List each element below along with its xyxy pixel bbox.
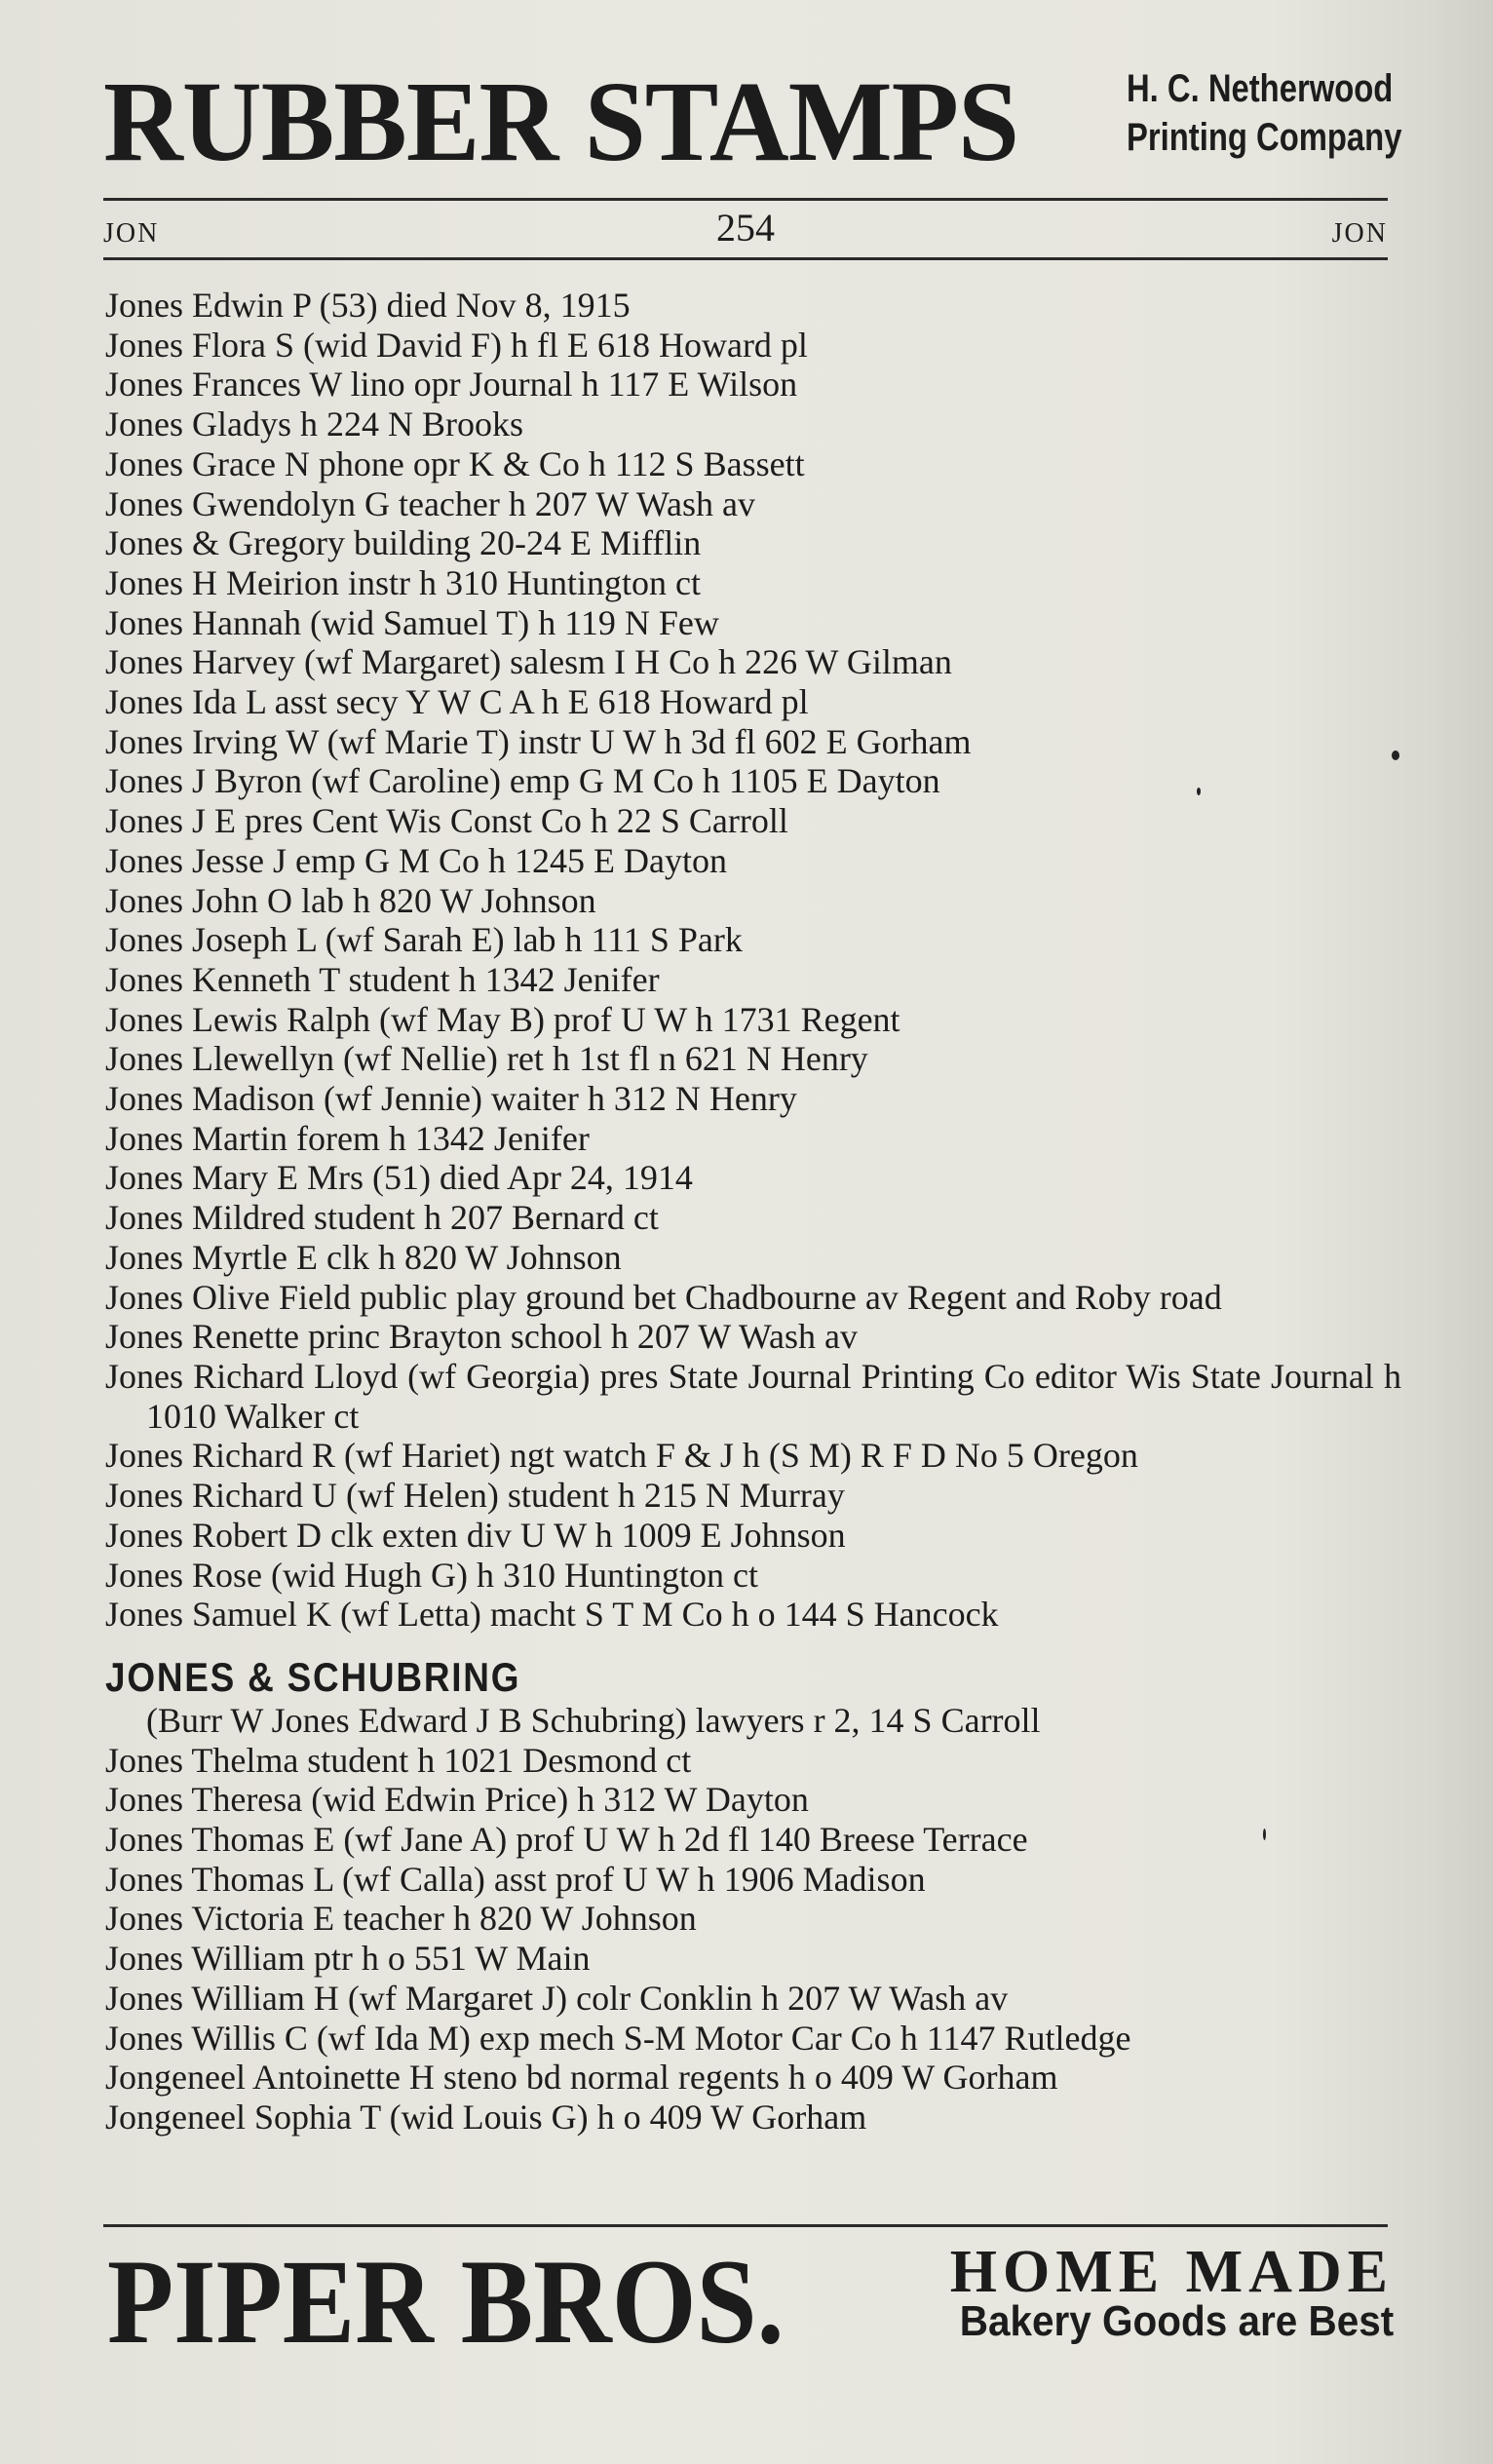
top-ad-line-2: Printing Company (1127, 116, 1402, 159)
entries-before-firm (105, 286, 1401, 1635)
running-head (103, 205, 1388, 251)
page-number: 254 (716, 206, 775, 250)
running-head-right: JON (1331, 218, 1388, 249)
directory-entry: Jones William ptr h o 551 W Main (105, 1939, 591, 1979)
footer-rule (103, 2224, 1388, 2227)
header-top-rule (103, 198, 1388, 201)
directory-entry: Jones H Meirion instr h 310 Huntington ct (105, 562, 701, 602)
directory-entry: Jones Hannah (wid Samuel T) h 119 N Few (105, 602, 719, 642)
directory-entry: Jones Richard Lloyd (wf Georgia) pres State Journal Printing Co editor Wis State Journal h 1010 Walker ct (105, 1356, 1401, 1436)
directory-entry: Jones Renette princ Brayton school h 207 W Wash av (105, 1317, 858, 1357)
directory-entry: Jones Thomas E (wf Jane A) prof U W h 2d fl 140 Breese Terrace (105, 1820, 1028, 1860)
directory-entry: Jones Richard R (wf Hariet) ngt watch F & J h (S M) R F D No 5 Oregon (105, 1436, 1138, 1476)
directory-entry: Jones Myrtle E clk h 820 W Johnson (105, 1237, 622, 1277)
directory-entry: Jones Samuel K (wf Letta) macht S T M Co h o 144 S Hancock (105, 1595, 999, 1635)
ink-speck (1197, 788, 1201, 795)
directory-entry: Jones Richard U (wf Helen) student h 215 N Murray (105, 1476, 845, 1516)
directory-entry: Jones Gladys h 224 N Brooks (105, 404, 523, 444)
firm-name: JONES & SCHUBRING (105, 1653, 521, 1700)
header-bottom-rule (103, 257, 1388, 260)
directory-entry: Jones Mildred student h 207 Bernard ct (105, 1198, 659, 1238)
directory-entry: Jones Irving W (wf Marie T) instr U W h 3d fl 602 E Gorham (105, 721, 972, 761)
bottom-ad-line-1: HOME MADE (949, 2239, 1394, 2305)
directory-entry: Jones Martin forem h 1342 Jenifer (105, 1118, 590, 1158)
directory-entry: Jones Willis C (wf Ida M) exp mech S-M Motor Car Co h 1147 Rutledge (105, 2018, 1131, 2058)
directory-entries (105, 286, 1401, 2137)
directory-entry: Jones Llewellyn (wf Nellie) ret h 1st fl n 621 N Henry (105, 1039, 868, 1079)
directory-entry: Jones Edwin P (53) died Nov 8, 1915 (105, 286, 631, 325)
top-ad-line-1: H. C. Netherwood (1127, 67, 1394, 110)
directory-entry: Jones Mary E Mrs (51) died Apr 24, 1914 (105, 1158, 693, 1198)
directory-entry: Jones & Gregory building 20-24 E Mifflin (105, 523, 702, 563)
directory-entry: Jones Madison (wf Jennie) waiter h 312 N Henry (105, 1079, 797, 1119)
directory-entry: Jongeneel Antoinette H steno bd normal regents h o 409 W Gorham (105, 2058, 1058, 2098)
directory-entry: Jones Grace N phone opr K & Co h 112 S Bassett (105, 443, 805, 483)
directory-entry: Jones Frances W lino opr Journal h 117 E Wilson (105, 365, 798, 404)
directory-entry: Jones Victoria E teacher h 820 W Johnson (105, 1899, 697, 1939)
directory-entry: Jones Jesse J emp G M Co h 1245 E Dayton (105, 840, 727, 880)
bottom-ad-headline: PIPER BROS. (107, 2235, 785, 2368)
top-ad-advertiser (1127, 64, 1401, 162)
bottom-ad-line-2: Bakery Goods are Best (959, 2297, 1394, 2345)
directory-entry: Jones Rose (wid Hugh G) h 310 Huntington ct (105, 1555, 758, 1595)
ink-speck (1392, 751, 1399, 760)
directory-entry: Jones Harvey (wf Margaret) salesm I H Co h 226 W Gilman (105, 642, 952, 682)
directory-entry: Jones J E pres Cent Wis Const Co h 22 S Carroll (105, 801, 788, 841)
firm-detail: (Burr W Jones Edward J B Schubring) lawyers r 2, 14 S Carroll (146, 1700, 1041, 1740)
directory-entry: Jones Thomas L (wf Calla) asst prof U W h 1906 Madison (105, 1859, 926, 1899)
top-ad-headline: RUBBER STAMPS (103, 58, 1019, 185)
bottom-advertisement (107, 2235, 1394, 2368)
directory-entry: Jones Gwendolyn G teacher h 207 W Wash av (105, 483, 755, 523)
directory-entry: Jones Joseph L (wf Sarah E) lab h 111 S Park (105, 920, 743, 960)
directory-entry: Jongeneel Sophia T (wid Louis G) h o 409 W Gorham (105, 2097, 867, 2137)
directory-entry: Jones Kenneth T student h 1342 Jenifer (105, 959, 660, 999)
entries-after-firm (105, 1741, 1401, 2137)
directory-entry: Jones Olive Field public play ground bet Chadbourne av Regent and Roby road (105, 1277, 1222, 1317)
top-advertisement (103, 58, 1402, 185)
ink-speck (1263, 1829, 1266, 1840)
directory-entry: Jones Ida L asst secy Y W C A h E 618 Howard pl (105, 682, 809, 722)
directory-entry: Jones Lewis Ralph (wf May B) prof U W h 1731 Regent (105, 999, 900, 1039)
firm-listing (105, 1654, 1401, 1741)
directory-entry: Jones Robert D clk exten div U W h 1009 E Johnson (105, 1515, 846, 1555)
directory-entry: Jones Flora S (wid David F) h fl E 618 Howard pl (105, 325, 808, 365)
directory-entry: Jones John O lab h 820 W Johnson (105, 880, 596, 920)
directory-entry: Jones William H (wf Margaret J) colr Conklin h 207 W Wash av (105, 1978, 1009, 2018)
directory-entry: Jones Theresa (wid Edwin Price) h 312 W Dayton (105, 1780, 809, 1820)
running-head-left: JON (103, 218, 160, 249)
directory-entry: Jones Thelma student h 1021 Desmond ct (105, 1740, 692, 1780)
directory-entry: Jones J Byron (wf Caroline) emp G M Co h 1105 E Dayton (105, 761, 940, 801)
